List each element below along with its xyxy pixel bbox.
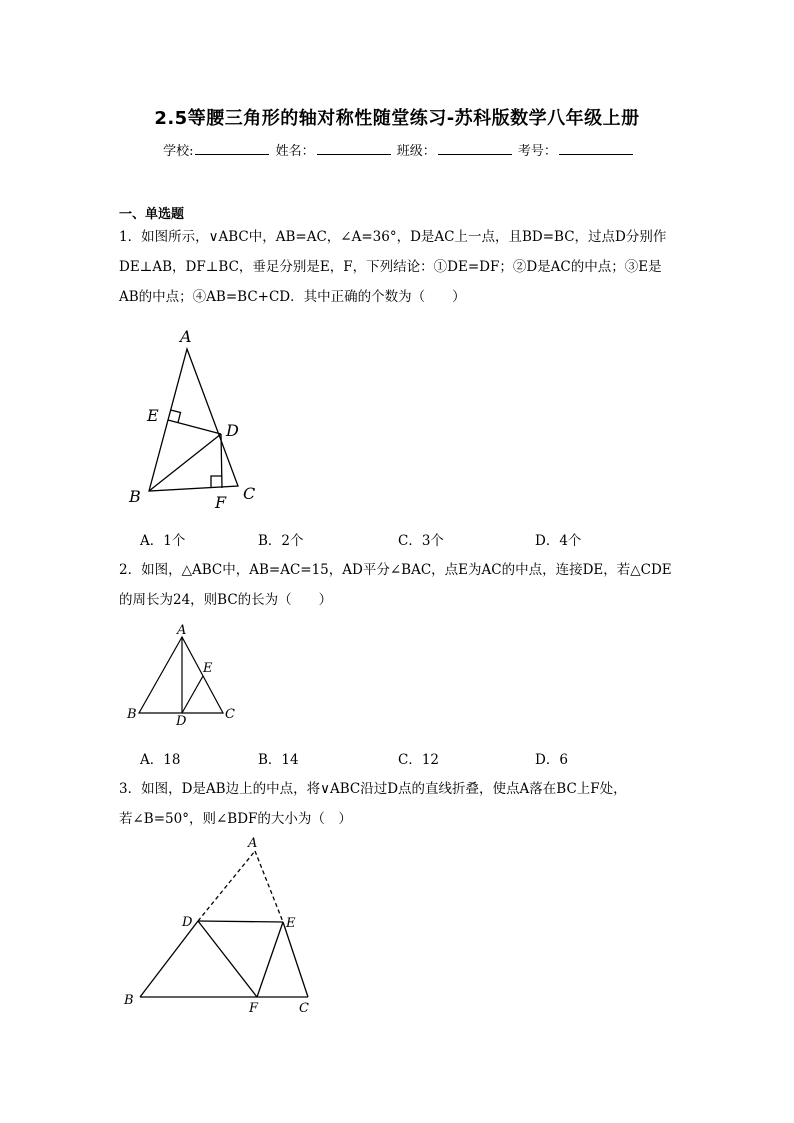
q2-option-d[interactable]: D．6 [535, 752, 568, 768]
question-1-line-3: AB的中点；④AB=BC+CD．其中正确的个数为（ ） [119, 289, 466, 305]
q3-label-f: F [249, 1001, 259, 1016]
q1-option-d[interactable]: D．4个 [535, 533, 582, 549]
q1-label-a: A [180, 327, 192, 346]
q2-label-d: D [176, 714, 187, 729]
page-title: 2.5等腰三角形的轴对称性随堂练习-苏科版数学八年级上册 [154, 108, 640, 129]
section-title: 一、单选题 [119, 207, 185, 222]
class-label: 班级： [396, 144, 436, 159]
q2-label-a: A [177, 623, 187, 638]
question-3-line-1: 3．如图，D是AB边上的中点，将∨ABC沿过D点的直线折叠，使点A落在BC上F处， [119, 781, 627, 797]
q3-label-a: A [248, 836, 258, 851]
q3-label-d: D [182, 915, 193, 930]
q2-label-c: C [225, 707, 235, 722]
q1-option-a[interactable]: A．1个 [140, 533, 186, 549]
q1-option-c[interactable]: C．3个 [398, 533, 444, 549]
q3-label-b: B [124, 993, 134, 1008]
question-2-line-1: 2．如图，△ABC中，AB=AC=15，AD平分∠BAC，点E为AC的中点，连接DE，若△CDE [119, 562, 672, 578]
q2-label-b: B [127, 707, 137, 722]
q2-option-c[interactable]: C．12 [398, 752, 440, 768]
question-3-line-2: 若∠B=50°，则∠BDF的大小为（ ） [119, 811, 352, 827]
q1-label-b: B [129, 487, 141, 506]
q1-label-d: D [226, 421, 239, 440]
q3-label-c: C [299, 1001, 309, 1016]
question-1-line-2: DE⊥AB，DF⊥BC，垂足分别是E，F，下列结论：①DE=DF；②D是AC的中点；③E是 [119, 259, 662, 275]
question-1-line-1: 1．如图所示，∨ABC中，AB=AC，∠A=36°，D是AC上一点，且BD=BC，过点D分别作 [119, 229, 667, 245]
q3-label-e: E [286, 916, 296, 931]
exam-number-label: 考号： [517, 144, 557, 159]
q1-option-b[interactable]: B．2个 [258, 533, 304, 549]
name-label: 姓名： [275, 144, 315, 159]
q2-label-e: E [203, 661, 213, 676]
q2-option-a[interactable]: A．18 [140, 752, 181, 768]
school-label: 学校: [163, 144, 194, 159]
q1-label-e: E [147, 406, 159, 425]
question-2-line-2: 的周长为24，则BC的长为（ ） [119, 592, 333, 608]
q2-option-b[interactable]: B．14 [258, 752, 299, 768]
q1-label-c: C [243, 484, 256, 503]
q1-label-f: F [215, 493, 227, 512]
